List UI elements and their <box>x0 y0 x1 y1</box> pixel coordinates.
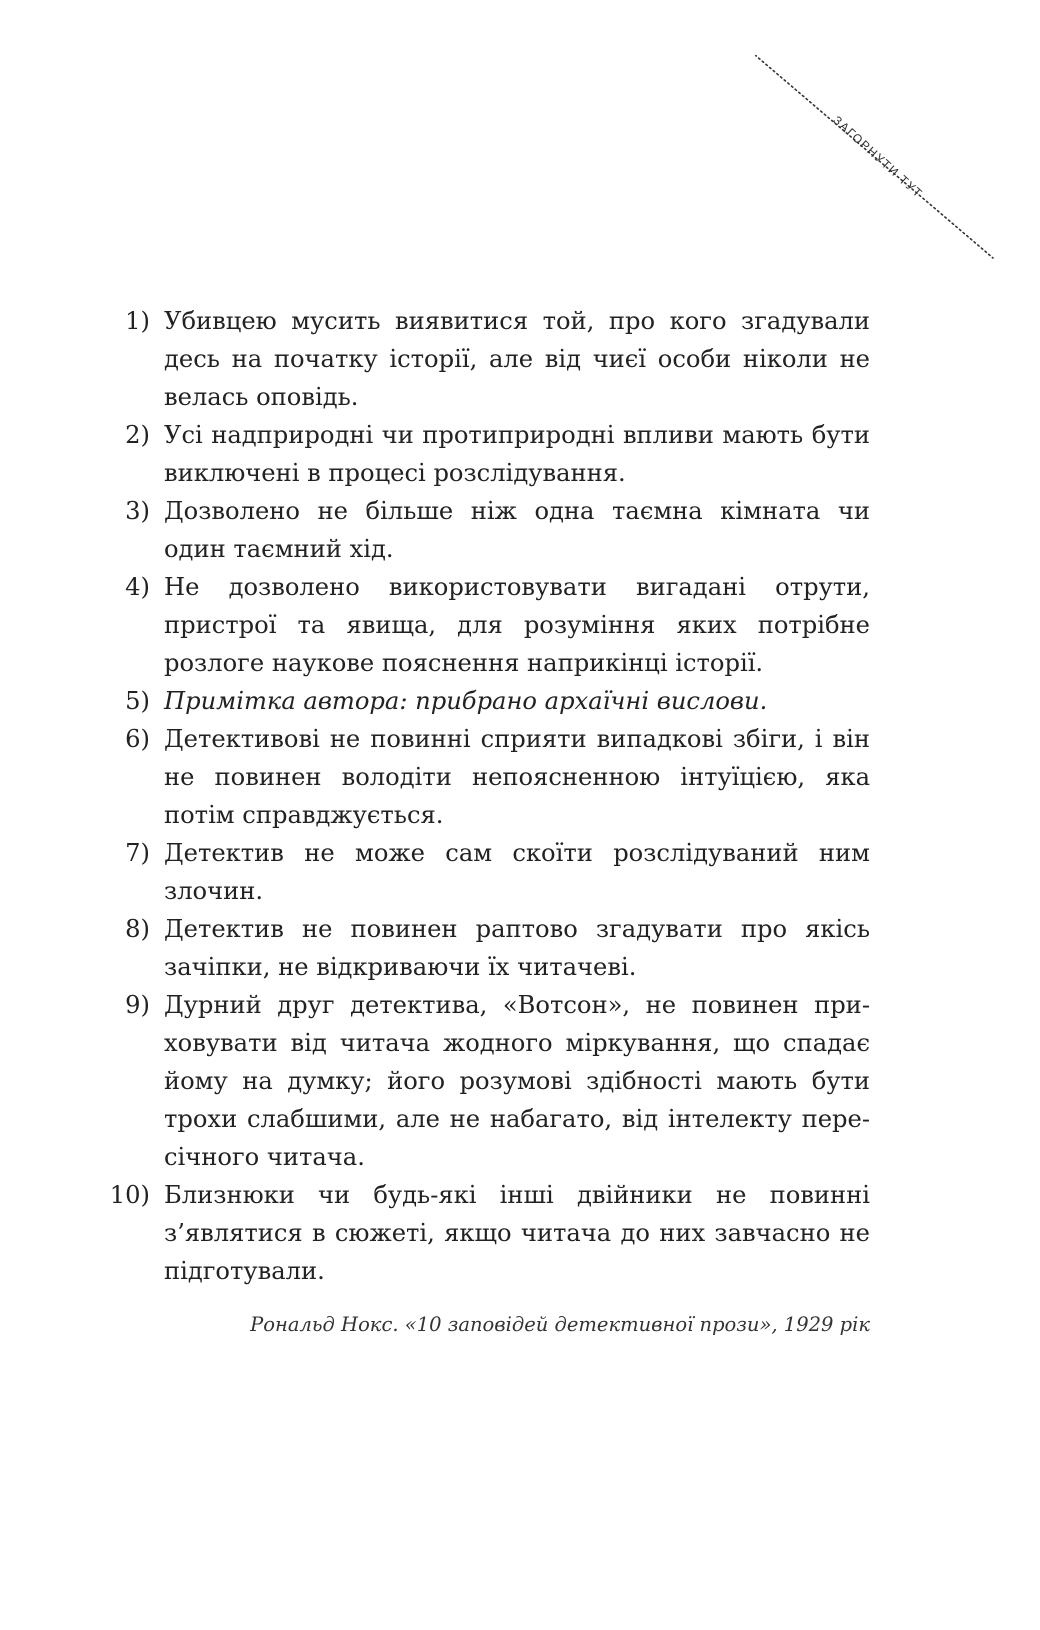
rule-item-3 <box>100 492 870 568</box>
rule-text: Детектив не може сам скоїти розслідуваний ним злочин. <box>164 839 870 905</box>
rule-number: 4) <box>125 573 150 601</box>
rule-number: 10) <box>109 1181 150 1209</box>
rule-text: Близнюки чи будь-які інші двійники не повинні з’являтися в сюжеті, якщо читача до них завчасно не підготували. <box>164 1181 870 1285</box>
rule-number: 9) <box>125 991 150 1019</box>
rule-text: Детективові не повинні сприяти випадкові збіги, і він не повинен володіти непоясненною інтуїцією, яка потім справджується. <box>164 725 870 829</box>
rule-item-10 <box>100 1176 870 1290</box>
rule-item-5 <box>100 682 870 720</box>
rule-number: 2) <box>125 421 150 449</box>
rules-list <box>100 302 870 1290</box>
rule-item-1 <box>100 302 870 416</box>
rule-number: 1) <box>125 307 150 335</box>
rule-text: Дурний друг детектива, «Вотсон», не повинен приховувати від читача жодного міркування, що спадає йому на думку; його розумові здібності мають бути трохи слабшими, але не набагато, від інтелекту пересічного читача. <box>164 991 870 1171</box>
rule-item-8 <box>100 910 870 986</box>
rule-text-author-note: Примітка автора: прибрано архаїчні вислови. <box>164 687 768 715</box>
rule-text: Дозволено не більше ніж одна таємна кімната чи один таємний хід. <box>164 497 870 563</box>
rule-number: 7) <box>125 839 150 867</box>
rule-number: 3) <box>125 497 150 525</box>
rule-item-2 <box>100 416 870 492</box>
rule-item-7 <box>100 834 870 910</box>
fold-here-label: ЗАГОРНУТИ ТУТ <box>830 113 926 201</box>
rule-item-6 <box>100 720 870 834</box>
rule-item-4 <box>100 568 870 682</box>
fold-line-icon <box>755 55 995 275</box>
rule-number: 8) <box>125 915 150 943</box>
quote-attribution: Рональд Нокс. «10 заповідей детективної прози», 1929 рік <box>250 1313 870 1336</box>
rule-text: Детектив не повинен раптово згадувати про якісь зачіпки, не відкриваючи їх читачеві. <box>164 915 870 981</box>
rule-number: 6) <box>125 725 150 753</box>
rule-text: Убивцею мусить виявитися той, про кого згадували десь на початку історії, але від чиєї особи ніколи не велась оповідь. <box>164 307 870 411</box>
rule-text: Не дозволено використовувати вигадані отрути, пристрої та явища, для розуміння яких потрібне розлоге наукове пояснення наприкінці історії. <box>164 573 870 677</box>
rule-number: 5) <box>125 687 150 715</box>
rule-item-9 <box>100 986 870 1176</box>
rule-text: Усі надприродні чи протиприродні впливи мають бути виключені в процесі розслідування. <box>164 421 870 487</box>
